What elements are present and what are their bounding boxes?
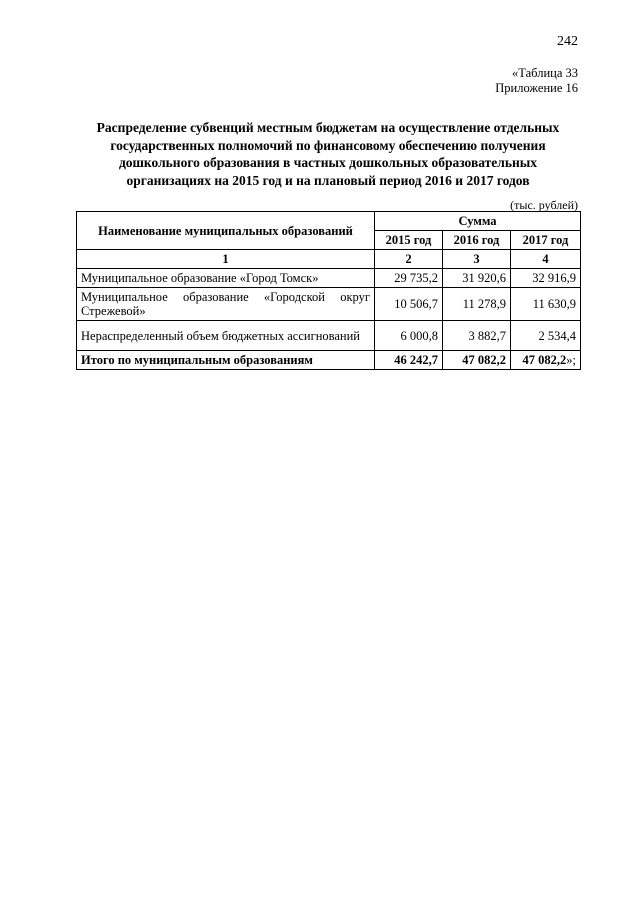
municipality-name: Нераспределенный объем бюджетных ассигнований	[77, 321, 375, 351]
total-2017-value: 47 082,2	[522, 353, 567, 367]
appendix-reference	[495, 66, 578, 96]
page-number: 242	[557, 34, 578, 49]
header-year-2015: 2015 год	[375, 231, 443, 250]
header-sum: Сумма	[375, 212, 581, 231]
municipality-name: Муниципальное образование «Город Томск»	[77, 269, 375, 288]
value-2017: 32 916,9	[511, 269, 581, 288]
value-2017: 2 534,4	[511, 321, 581, 351]
total-2016: 47 082,2	[443, 351, 511, 370]
column-number-2: 2	[375, 250, 443, 269]
column-number-4: 4	[511, 250, 581, 269]
table-row	[77, 288, 581, 321]
table-row	[77, 269, 581, 288]
appendix-number: Приложение 16	[495, 81, 578, 95]
municipality-name: Муниципальное образование «Городской округ Стрежевой»	[77, 288, 375, 321]
value-2015: 29 735,2	[375, 269, 443, 288]
total-2017	[511, 351, 581, 370]
total-label: Итого по муниципальным образованиям	[77, 351, 375, 370]
document-title: Распределение субвенций местным бюджетам на осуществление отдельных государственных полномочий по финансовому обеспечению получения дошкольного образования в частных дошкольных образовательных организациях на 2015 год и на плановый период 2016 и 2017 годов	[96, 120, 560, 188]
value-2016: 31 920,6	[443, 269, 511, 288]
value-2015: 10 506,7	[375, 288, 443, 321]
table-reference: «Таблица 33	[512, 66, 578, 80]
header-year-2017: 2017 год	[511, 231, 581, 250]
value-2015: 6 000,8	[375, 321, 443, 351]
header-year-2016: 2016 год	[443, 231, 511, 250]
value-2017: 11 630,9	[511, 288, 581, 321]
total-2015: 46 242,7	[375, 351, 443, 370]
header-municipality: Наименование муниципальных образований	[77, 212, 375, 250]
column-number-1: 1	[77, 250, 375, 269]
budget-table	[76, 211, 581, 370]
column-number-3: 3	[443, 250, 511, 269]
closing-quote: »;	[566, 353, 577, 367]
value-2016: 3 882,7	[443, 321, 511, 351]
total-row	[77, 351, 581, 370]
table-row	[77, 321, 581, 351]
units-label: (тыс. рублей)	[510, 198, 578, 212]
value-2016: 11 278,9	[443, 288, 511, 321]
